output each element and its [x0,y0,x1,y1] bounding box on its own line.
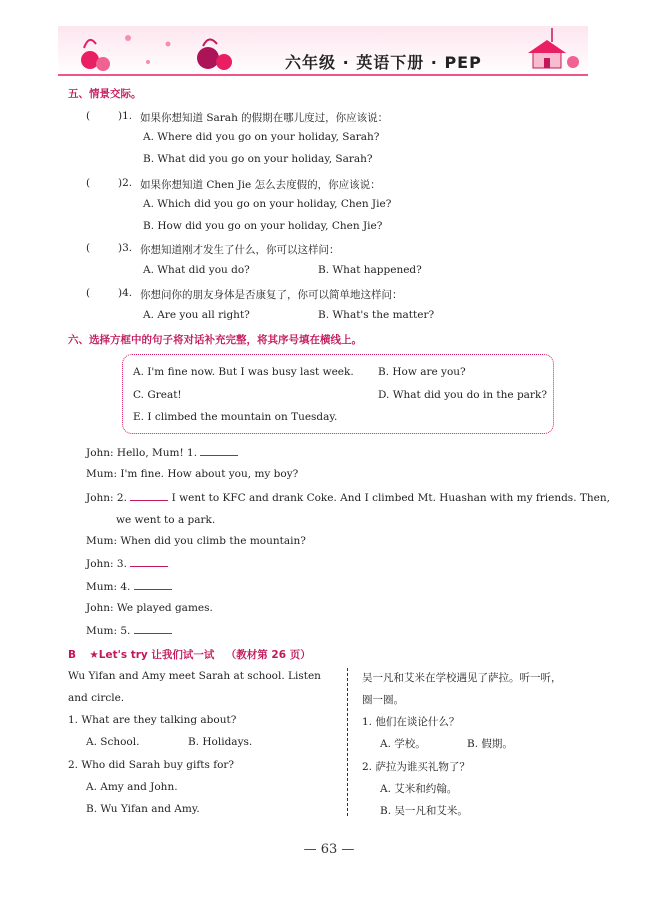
answer-blank-2[interactable] [130,491,168,501]
option-a: A. What did you do? [143,264,250,276]
dialogue-line-1 [86,446,238,459]
b-intro-en-1: Wu Yifan and Amy meet Sarah at school. Listen [68,670,321,682]
dialogue-line-5 [86,557,168,570]
question-number: )2. [118,177,133,189]
dialogue-line-3-cont: we went to a park. [116,514,216,526]
section-b-heading [68,647,311,662]
section-5-heading: 五、情景交际。 [68,88,142,100]
b-q1-opt-a-en[interactable]: A. School. [86,736,140,748]
b-q1-opt-a-zh: A. 学校。 [380,738,426,750]
answer-blank-3[interactable] [130,557,168,567]
option-b: B. What happened? [318,264,422,276]
page-number: — 63 — [303,842,355,857]
b-q2-en: 2. Who did Sarah buy gifts for? [68,759,235,771]
dialogue-text: John: Hello, Mum! 1. [86,447,198,459]
dialogue-line-2: Mum: I'm fine. How about you, my boy? [86,468,299,480]
dialogue-line-3 [86,491,610,504]
option-a: A. Which did you go on your holiday, Chen Jie? [143,198,392,210]
section-6-heading: 六、选择方框中的句子将对话补充完整，将其序号填在横线上。 [68,334,362,346]
option-b: B. How did you go on your holiday, Chen Jie? [143,220,383,232]
choice-c: C. Great! [133,389,182,401]
column-divider [347,668,348,816]
section-b-ref: （教材第 26 页） [225,649,311,661]
question-number: )3. [118,242,133,254]
dialogue-text: Mum: 5. [86,625,131,637]
b-q1-opt-b-zh: B. 假期。 [467,738,513,750]
b-q2-opt-b-zh: B. 吴一凡和艾米。 [380,805,468,817]
question-number: )4. [118,287,133,299]
b-intro-zh-1: 吴一凡和艾米在学校遇见了萨拉。听一听， [362,672,562,684]
option-a: A. Where did you go on your holiday, Sarah? [143,131,380,143]
b-q2-opt-a-zh: A. 艾米和约翰。 [380,783,458,795]
answer-blank-4[interactable] [134,580,172,590]
dialogue-line-7: John: We played games. [86,602,213,614]
section-b-label: B [68,649,77,661]
answer-blank-1[interactable] [200,446,238,456]
answer-paren: ( [86,110,91,122]
b-intro-zh-2: 圈一圈。 [362,694,404,706]
answer-paren: ( [86,242,91,254]
answer-paren: ( [86,177,91,189]
dialogue-text: Mum: 4. [86,581,131,593]
b-q1-en: 1. What are they talking about? [68,714,237,726]
b-q1-opt-b-en[interactable]: B. Holidays. [188,736,253,748]
option-a: A. Are you all right? [143,309,250,321]
option-b: B. What did you go on your holiday, Sarah? [143,153,373,165]
choice-b: B. How are you? [378,366,466,378]
question-number: )1. [118,110,133,122]
choice-e: E. I climbed the mountain on Tuesday. [133,411,338,423]
dialogue-line-6 [86,580,172,593]
dialogue-line-8 [86,624,172,637]
b-q2-opt-b-en[interactable]: B. Wu Yifan and Amy. [86,803,200,815]
question-text: 你想问你的朋友身体是否康复了，你可以简单地这样问： [140,289,403,301]
dialogue-line-4: Mum: When did you climb the mountain? [86,535,306,547]
question-text: 如果你想知道 Chen Jie 怎么去度假的，你应该说： [140,179,381,191]
dialogue-text: John: 3. [86,558,127,570]
page-header-title: 六年级 · 英语下册 · PEP [285,53,482,72]
question-text: 如果你想知道 Sarah 的假期在哪儿度过，你应该说： [140,112,389,124]
section-b-title: ★Let's try 让我们试一试 [89,649,215,661]
b-intro-en-2: and circle. [68,692,125,704]
dialogue-text: I went to KFC and drank Coke. And I climbed Mt. Huashan with my friends. Then, [171,492,610,504]
question-text: 你想知道刚才发生了什么，你可以这样问： [140,244,340,256]
b-q2-opt-a-en[interactable]: A. Amy and John. [86,781,178,793]
answer-blank-5[interactable] [134,624,172,634]
b-q2-zh: 2. 萨拉为谁买礼物了？ [362,761,470,773]
choice-d: D. What did you do in the park? [378,389,547,401]
option-b: B. What's the matter? [318,309,435,321]
answer-paren: ( [86,287,91,299]
dialogue-text: John: 2. [86,492,127,504]
choice-a: A. I'm fine now. But I was busy last week. [133,366,354,378]
b-q1-zh: 1. 他们在谈论什么？ [362,716,460,728]
